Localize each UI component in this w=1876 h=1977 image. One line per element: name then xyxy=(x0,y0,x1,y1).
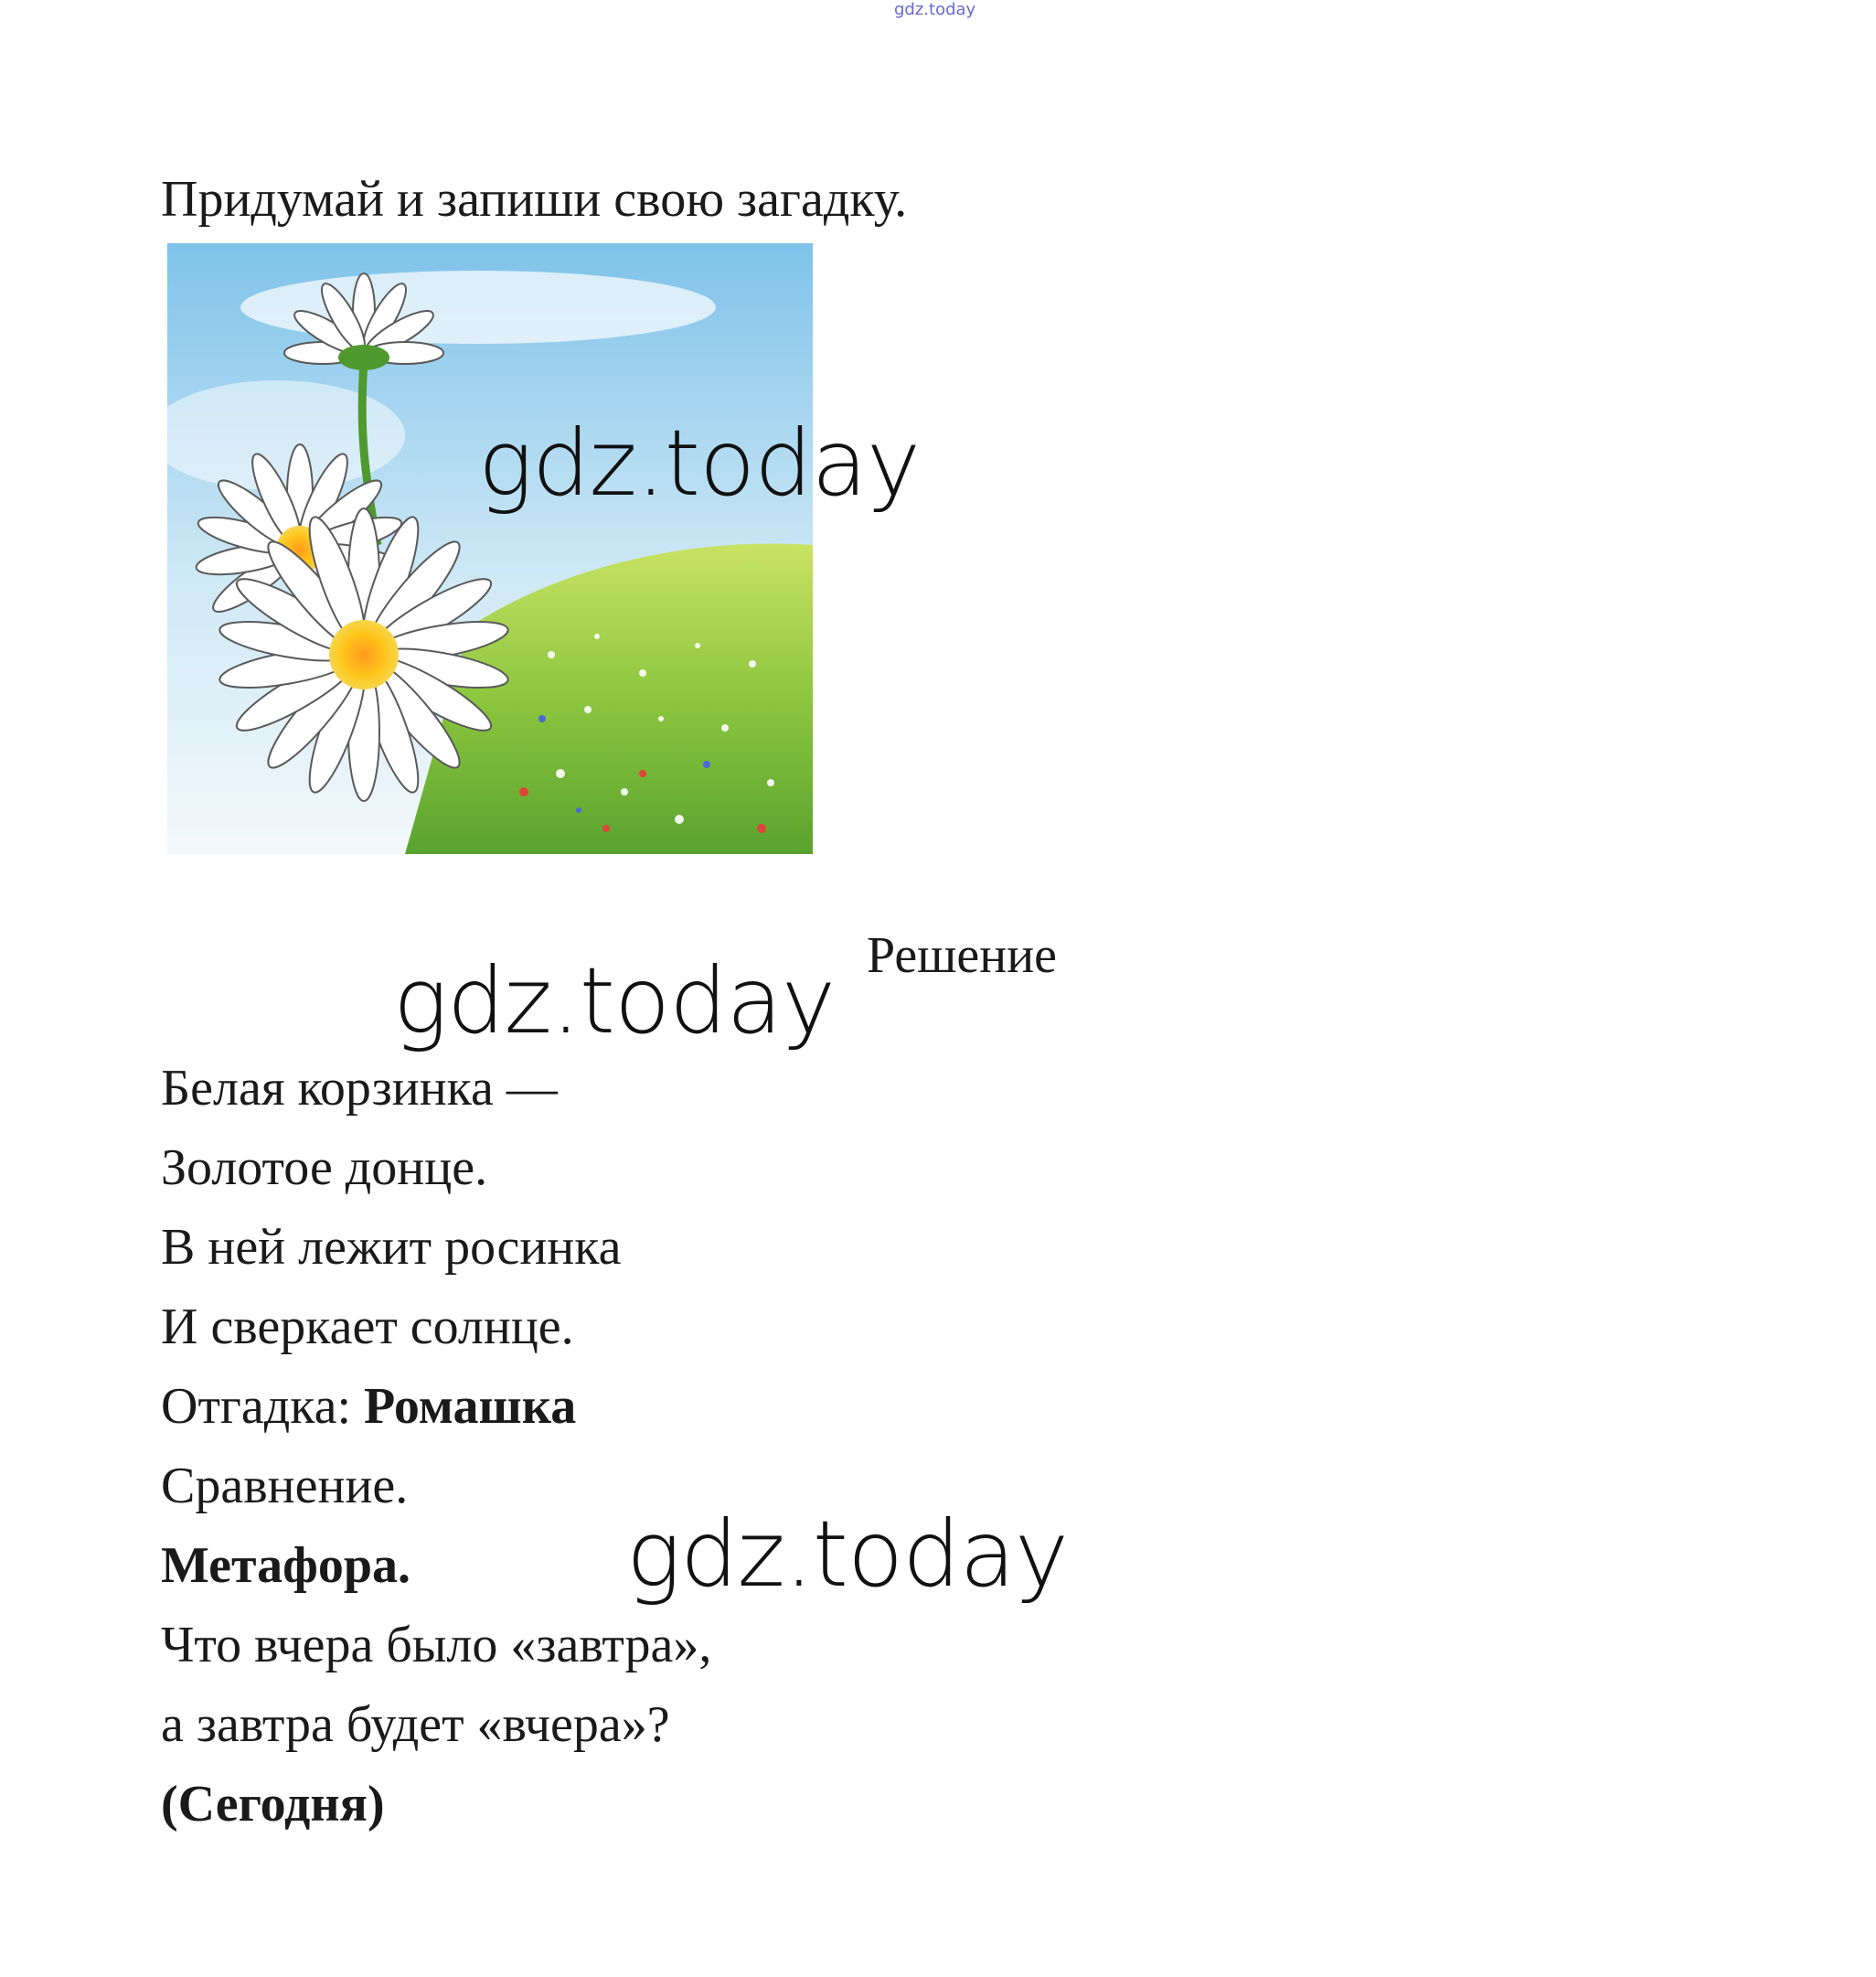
header-watermark: gdz.today xyxy=(894,0,976,19)
daisy-illustration xyxy=(167,243,813,854)
answer-value: Ромашка xyxy=(364,1378,577,1435)
riddle-line: В ней лежит росинка xyxy=(161,1219,622,1276)
solution-text xyxy=(161,1061,711,1856)
answer-label: Отгадка: xyxy=(161,1378,365,1435)
watermark-text: gdz.today xyxy=(393,947,836,1054)
riddle2-line: а завтра будет «вчера»? xyxy=(161,1696,670,1753)
riddle2-line: Что вчера было «завтра», xyxy=(161,1617,712,1673)
metaphor-line: Метафора. xyxy=(161,1537,411,1594)
daisy-meadow-image xyxy=(167,243,813,854)
comparison-line: Сравнение. xyxy=(161,1458,409,1514)
answer-line xyxy=(161,1379,711,1459)
solution-heading: Решение xyxy=(867,927,1058,984)
riddle-line: Белая корзинка — xyxy=(161,1060,558,1117)
task-title: Придумай и запиши свою загадку. xyxy=(161,171,908,228)
watermark-text: gdz.today xyxy=(626,1501,1069,1608)
watermark-text: gdz.today xyxy=(478,410,921,517)
riddle2-answer: (Сегодня) xyxy=(161,1776,385,1833)
riddle-line: И сверкает солнце. xyxy=(161,1298,574,1355)
riddle-line: Золотое донце. xyxy=(161,1139,488,1196)
